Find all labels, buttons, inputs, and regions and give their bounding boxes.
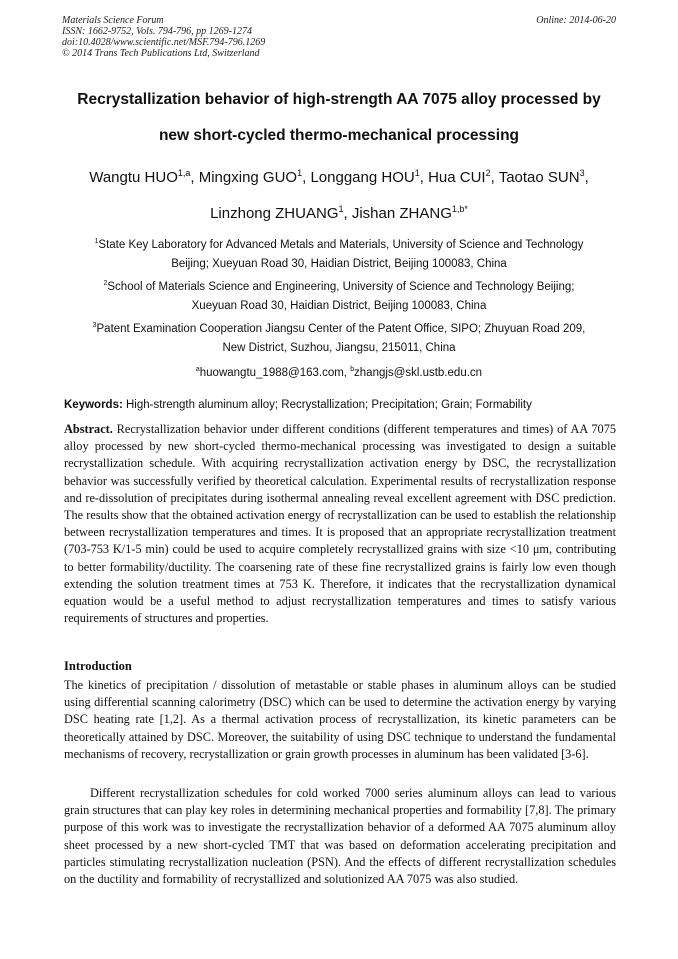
- author-affiliation-mark: 1: [414, 168, 420, 178]
- author-separator: ,: [419, 169, 429, 186]
- author-name: Taotao SUN: [498, 169, 580, 186]
- author-separator: ,: [190, 169, 199, 186]
- affiliation-text: School of Materials Science and Engineering, University of Science and Technology Beijing;: [107, 281, 575, 293]
- affiliation-mark: 2: [103, 280, 108, 288]
- keywords-label: Keywords:: [64, 399, 123, 411]
- author-separator: ,: [584, 169, 589, 186]
- journal-name: Materials Science Forum: [62, 15, 164, 26]
- affiliation-text: Beijing; Xueyuan Road 30, Haidian District, Beijing 100083, China: [171, 258, 507, 270]
- email-mark: a: [195, 366, 200, 374]
- affiliation-mark: 1: [94, 238, 99, 246]
- paper-title-line-1: Recrystallization behavior of high-strength AA 7075 alloy processed by: [77, 91, 601, 108]
- online-date: Online: 2014-06-20: [536, 15, 616, 26]
- email-link[interactable]: huowangtu_1988@163.com: [199, 367, 344, 379]
- author-separator: ,: [490, 169, 499, 186]
- affiliation-1: [50, 236, 628, 274]
- paper-title-line-2: new short-cycled thermo-mechanical processing: [158, 127, 520, 144]
- introduction-paragraph-2: Different recrystallization schedules for cold worked 7000 series aluminum alloys can lead to various grain structures that can play key roles in determining mechanical properties and formability [7,8]. The primary purpose of this work was to investigate the recrystallization behavior of a deformed AA 7075 aluminum alloy sheet processed by a new short-cycled TMT that was based on deformation accelerating precipitation and particles stimulating recrystallization nucleation (PSN). And the effects of different recrystallization schedules on the ductility and formability of recrystallized and solutionized AA 7075 was also studied.: [64, 786, 616, 887]
- abstract-text: Recrystallization behavior under different conditions (different temperatures and times) of AA 7075 alloy processed by new short-cycled thermo-mechanical processing was investigated to design a suitable recrystallization schedule. With acquiring recrystallization activation energy by DSC, the recrystallization behavior was successfully verified by theoretical calculation. Experimental results of recrystallization response and re-dissolution of precipitates during isothermal annealing reveal excellent agreement with DSC prediction. The results show that the obtained activation energy of recrystallization can be used to establish the relationship between recrystallization temperatures and times. It is proposed that an appropriate recrystallization treatment (703-753 K/1-5 min) could be used to acquire completely recrystallized grains with size <10 μm, contributing to better formability/ductility. The coarsening rate of these fine recrystallized grains is fairly low even though extending the solution treatment times at 753 K. Therefore, it indicates that the recrystallization dynamical equation would be a useful method to adjust recrystallization temperatures and times to satisfy various requirements of structures and properties.: [64, 422, 616, 626]
- keywords-text: High-strength aluminum alloy; Recrystallization; Precipitation; Grain; Formability: [122, 399, 532, 411]
- affiliation-text: Patent Examination Cooperation Jiangsu Center of the Patent Office, SIPO; Zhuyuan Road 209,: [96, 323, 586, 335]
- abstract-label: Abstract.: [64, 422, 113, 436]
- author-name: Mingxing GUO: [198, 169, 298, 186]
- author-affiliation-mark: 1,b*: [451, 204, 468, 214]
- author-separator: ,: [302, 169, 311, 186]
- author-affiliation-mark: 2: [485, 168, 491, 178]
- author-affiliation-mark: 1: [338, 204, 344, 214]
- author-affiliation-mark: 1: [297, 168, 303, 178]
- affiliation-3: [50, 320, 628, 358]
- email-mark: b: [350, 366, 355, 374]
- author-name: Longgang HOU: [310, 169, 415, 186]
- author-list-line-2: [30, 205, 648, 223]
- keywords: [64, 398, 624, 412]
- contact-emails: [50, 364, 628, 383]
- copyright-line: © 2014 Trans Tech Publications Ltd, Switzerland: [62, 48, 260, 59]
- author-affiliation-mark: 1,a: [177, 168, 191, 178]
- doi-line: doi:10.4028/www.scientific.net/MSF.794-796.1269: [62, 37, 266, 48]
- affiliation-2: [50, 278, 628, 316]
- affiliation-text: Xueyuan Road 30, Haidian District, Beijing 100083, China: [191, 300, 487, 312]
- abstract: [64, 421, 616, 627]
- author-list-line-1: [30, 169, 648, 187]
- author-name: Linzhong ZHUANG: [210, 205, 339, 222]
- email-separator: ,: [343, 367, 351, 379]
- affiliation-mark: 3: [92, 322, 97, 330]
- author-name: Hua CUI: [428, 169, 486, 186]
- journal-header: [62, 15, 616, 59]
- introduction-heading: Introduction: [64, 659, 132, 673]
- issn-line: ISSN: 1662-9752, Vols. 794-796, pp 1269-1274: [62, 26, 252, 37]
- author-affiliation-mark: 3: [579, 168, 585, 178]
- author-name: Jishan ZHANG: [351, 205, 452, 222]
- affiliation-text: New District, Suzhou, Jiangsu, 215011, China: [222, 342, 456, 354]
- introduction-paragraph-1: The kinetics of precipitation / dissolution of metastable or stable phases in aluminum alloys can be studied using differential scanning calorimetry (DSC) which can be used to determine the activation energy by varying DSC heating rate [1,2]. As a thermal activation process of recrystallization, its kinetic parameters can be theoretically attained by DSC. Moreover, the suitability of using DSC technique to understand the fundamental mechanisms of recovery, recrystallization or grain growth processes in aluminum has been validated [3-6].: [64, 678, 616, 761]
- affiliation-text: State Key Laboratory for Advanced Metals and Materials, University of Science and Technology: [98, 239, 584, 251]
- author-name: Wangtu HUO: [89, 169, 178, 186]
- email-link[interactable]: zhangjs@skl.ustb.edu.cn: [354, 367, 483, 379]
- author-separator: ,: [343, 205, 352, 222]
